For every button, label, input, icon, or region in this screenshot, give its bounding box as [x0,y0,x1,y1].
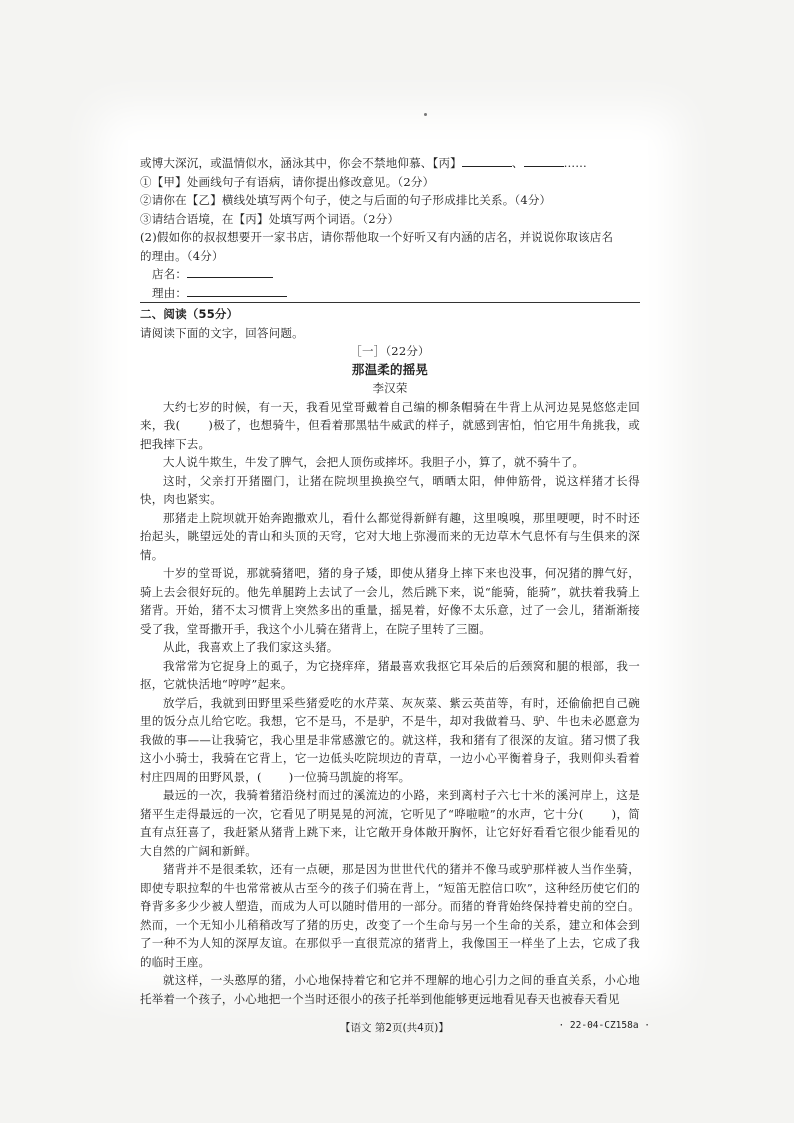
store-name-row [140,265,640,284]
sub-section-label: ［一］（22分） [350,344,430,358]
reason-label: 理由： [152,285,188,300]
question-4-cont: 的理由。（4分） [140,248,224,263]
paragraph: 猪背并不是很柔软，还有一点硬，那是因为世世代代的猪并不像马或驴那样被人当作坐骑，即使专职拉犁的牛也常常被从古至今的孩子们骑在背上，“短笛无腔信口吹”，这种经历使它们的脊背多多少少被人塑造，而成为人可以随时借用的一部分。而猪的脊背始终保持着史前的空白。然而，一个无知小儿稍稍改写了猪的历史，改变了一个生命与另一个生命的关系，建立和体会到了一种不为人知的深厚友谊。在那似乎一直很荒凉的猪背上，我像国王一样坐了上去，它成了我的临时王座。 [140,862,640,969]
reason-blank [187,284,287,297]
article-title: 那温柔的摇晃 [351,361,429,377]
section-divider [140,302,640,303]
paragraph: 最远的一次，我骑着猪沿绕村而过的溪流边的小路，来到离村子六七十米的溪河岸上，这是猪平生走得最远的一次，它看见了明晃晃的河流，它听见了“哗啦啦”的水声，它十分( )，简直有点狂喜了，我赶紧从猪背上跳下来，让它敞开身体敞开胸怀，让它好好看看它很少能看见的大自然的广阔和新鲜。 [140,788,640,858]
question-2: ②请你在【乙】横线处填写两个句子，使之与后面的句子形成排比关系。（4分） [140,193,552,207]
paragraph: 那猪走上院坝就开始奔跑撒欢儿，看什么都觉得新鲜有趣，这里嗅嗅，那里哽哽，时不时还抬起头，眺望远处的青山和头顶的天穹，它对大地上弥漫而来的无边草木气息怀有与生俱来的深情。 [140,510,640,562]
question-4: (2)假如你的叔叔想要开一家书店，请你帮他取一个好听又有内涵的店名，并说说你取该店名 [140,230,614,244]
page-content [140,154,640,1008]
reading-instruction: 请阅读下面的文字，回答问题。 [140,325,304,340]
paragraph: 大人说牛欺生，牛发了脾气，会把人顶伤或摔坏。我胆子小，算了，就不骑牛了。 [163,455,585,469]
article-author: 李汉荣 [372,381,408,395]
paragraph: 大约七岁的时候，有一天，我看见堂哥戴着自己编的柳条帽骑在牛背上从河边晃晃悠悠走回来，我( )极了，也想骑牛，但看着那黑牯牛威武的样子，就感到害怕，怕它用牛角挑我，或把我摔下去。 [140,399,640,451]
store-name-label: 店名： [152,267,188,281]
answer-blank [462,154,512,167]
paragraph: 从此，我喜欢上了我们家这头猪。 [163,640,339,654]
paragraph: 这时，父亲打开猪圈门，让猪在院坝里换换空气，晒晒太阳，伸伸筋骨，说这样猪才长得快，肉也紧实。 [140,473,640,506]
paragraph: 十岁的堂哥说，那就骑猪吧，猪的身子矮，即使从猪身上摔下来也没事，何况猪的脾气好，骑上去会很好玩的。他先单腿跨上去试了一会儿，然后跳下来，说“能骑，能骑”，就扶着我骑上猪背。开始，猪不太习惯背上突然多出的重量，摇晃着，好像不太乐意，过了一会儿，猪渐渐接受了我，堂哥撒开手，我这个小儿骑在猪背上，在院子里转了三圈。 [140,566,640,636]
question-3: ③请结合语境，在【丙】处填写两个词语。（2分） [140,211,400,226]
answer-blank [524,154,564,167]
paragraph: 我常常为它捉身上的虱子，为它挠痒痒，猪最喜欢我抠它耳朵后的后颈窝和腿的根部，我一抠，它就快活地“哼哼”起来。 [140,658,640,691]
page-number: 【语文 第2页(共4页)】 [340,1022,449,1034]
passage-line: 或博大深沉，或温情似水，涵泳其中，你会不禁地仰慕、【丙】 、 …… [140,156,587,170]
store-name-blank [187,265,273,278]
paper-code: · 22-04-CZ158a · [558,1020,650,1031]
paragraph: 就这样，一头憨厚的猪，小心地保持着它和它并不理解的地心引力之间的垂直关系，小心地托举着一个孩子，小心地把一个当时还很小的孩子托举到他能够更远地看见春天也被春天看见 [140,973,640,1006]
paragraph: 放学后，我就到田野里采些猪爱吃的水芹菜、灰灰菜、紫云英苗等，有时，还偷偷把自己碗里的饭分点儿给它吃。我想，它不是马，不是驴，不是牛，却对我做着马、驴、牛也未必愿意为我做的事——让我骑它，我心里是非常感激它的。就这样，我和猪有了很深的友谊。猪习惯了我这小小骑士，我骑在它背上，它一边低头吃院坝边的青草，一边小心平衡着身子，我则仰头看着村庄四周的田野风景，( )一位骑马凯旋的将军。 [140,695,640,784]
speck [424,113,427,116]
reason-row [140,284,640,303]
question-1: ①【甲】处画线句子有语病，请你提出修改意见。（2分） [140,174,435,189]
section-heading: 二、阅读（55分） [140,307,239,321]
